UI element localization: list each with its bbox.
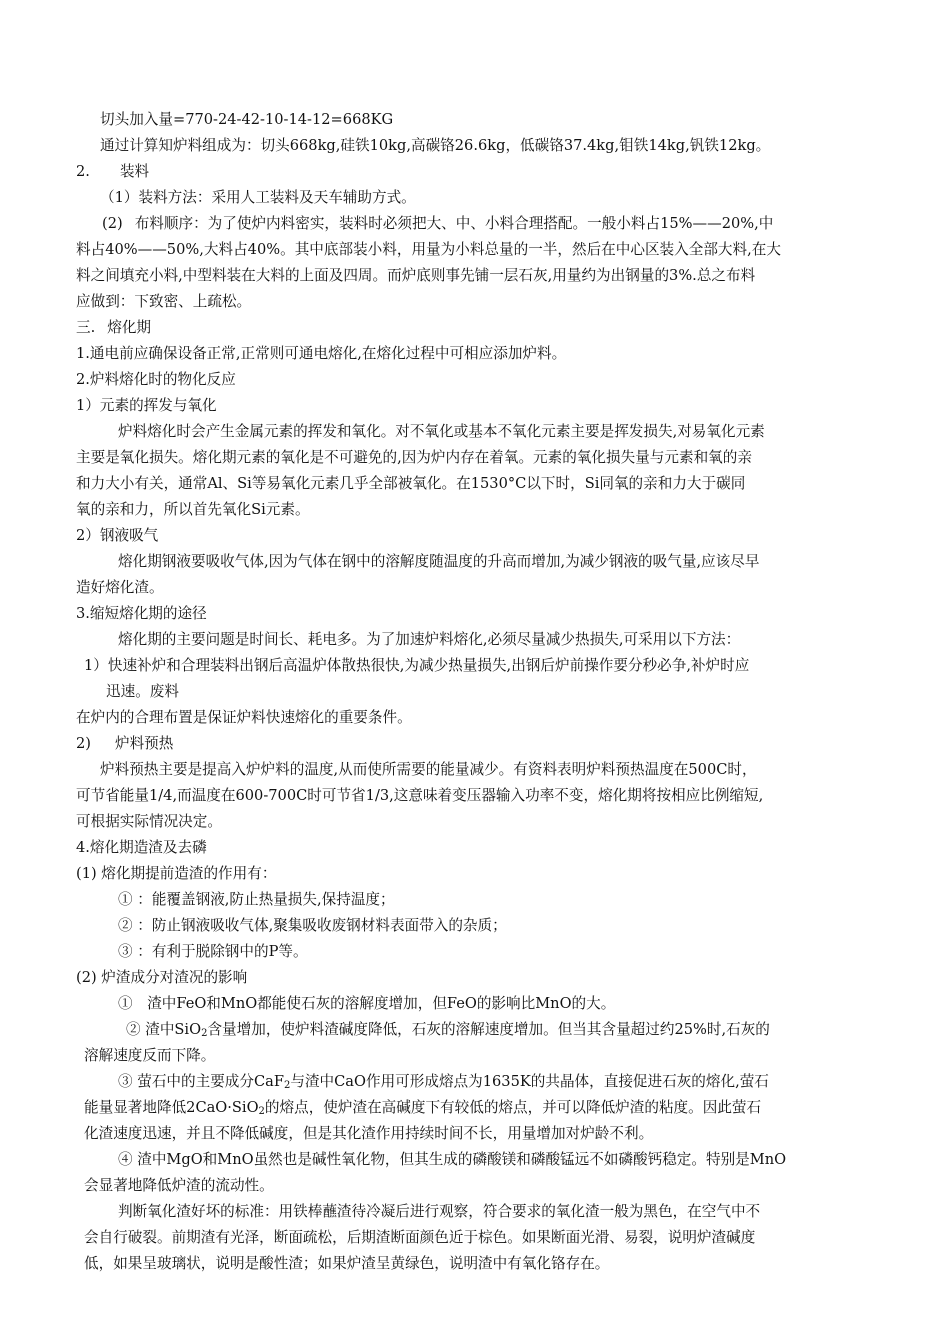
text-part: 的熔点，使炉渣在高碱度下有较低的熔点，并可以降低炉渣的粘度。因此萤石: [264, 1099, 762, 1116]
text-part: 与渣中CaO作用可形成熔点为1635K的共晶体，直接促进石灰的熔化,萤石: [290, 1073, 769, 1090]
section-number: 2.: [76, 163, 90, 180]
subscript: 2: [201, 1028, 208, 1039]
text-line: 化渣速度迅速，并且不降低碱度，但是其化渣作用持续时间不长，用量增加对炉龄不利。: [84, 1125, 654, 1142]
text-part: 含量增加，使炉料渣碱度降低，石灰的溶解速度增加。但当其含量超过约25%时,石灰的: [207, 1021, 770, 1038]
text-line: 和力大小有关，通常Al、Si等易氧化元素几乎全部被氧化。在1530°C以下时，Si同氧的亲和力大于碳同: [76, 475, 746, 492]
text-line: 2）钢液吸气: [76, 527, 159, 544]
section-number: 三.: [76, 319, 96, 336]
item-text: 布料顺序：为了使炉内料密实，装料时必须把大、中、小料合理搭配。一般小料占15%——20%,中: [134, 215, 774, 232]
text-line: 1）快速补炉和合理装料出钢后高温炉体散热很快,为减少热量损失,出钢后炉前操作要分秒必争,补炉时应: [84, 657, 750, 674]
text-line: 熔化期钢液要吸收气体,因为气体在钢中的溶解度随温度的升高而增加,为减少钢液的吸气量,应该尽早: [118, 553, 760, 570]
section-title: 熔化期: [107, 319, 152, 336]
item-text: 炉料预热: [114, 735, 174, 752]
list-item: ① ：能覆盖钢液,防止热量损失,保持温度；: [118, 891, 395, 908]
text-line: 2.炉料熔化时的物化反应: [76, 371, 236, 388]
text-part: ② 渣中SiO: [126, 1021, 202, 1038]
text-line: (2) 炉渣成分对渣况的影响: [76, 969, 248, 986]
text-line: 通过计算知炉料组成为：切头668kg,硅铁10kg,高碳铬26.6kg，低碳铬37.4kg,钼铁14kg,钒铁12kg。: [100, 137, 771, 154]
subscript: 2: [258, 1106, 265, 1117]
list-item: ③ ：有利于脱除钢中的P等。: [118, 943, 308, 960]
text-line: [126, 1018, 770, 1042]
text-line: 在炉内的合理布置是保证炉料快速熔化的重要条件。: [76, 709, 412, 726]
text-line: 炉料预热主要是提高入炉炉料的温度,从而使所需要的能量减少。有资料表明炉料预热温度在500C时，: [100, 761, 757, 778]
text-line: 会显著地降低炉渣的流动性。: [84, 1177, 274, 1194]
text-line: (1) 熔化期提前造渣的作用有：: [76, 865, 277, 882]
text-line: 可节省能量1/4,而温度在600-700C时可节省1/3,这意味着变压器输入功率不变，熔化期将按相应比例缩短,: [76, 787, 764, 804]
item-number: 2): [76, 735, 91, 752]
text-line: 1）元素的挥发与氧化: [76, 397, 217, 414]
subscript: 2: [283, 1080, 291, 1091]
text-line: 1.通电前应确保设备正常,正常则可通电熔化,在熔化过程中可相应添加炉料。: [76, 345, 567, 362]
text-line: 溶解速度反而下降。: [84, 1047, 216, 1064]
text-line: [118, 1070, 769, 1094]
item-number: (2): [102, 215, 123, 232]
text-line: 判断氧化渣好坏的标准：用铁棒蘸渣待冷凝后进行观察，符合要求的氧化渣一般为黑色，在空气中不: [118, 1203, 761, 1220]
text-line: （1）装料方法：采用人工装料及天车辅助方式。: [100, 189, 416, 206]
text-line: 4.熔化期造渣及去磷: [76, 839, 207, 856]
text-line: 可根据实际情况决定。: [76, 813, 222, 830]
text-line: [102, 212, 773, 236]
text-line: 料占40%——50%,大料占40%。其中底部装小料，用量为小料总量的一半，然后在中心区装入全部大料,在大: [76, 241, 781, 258]
text-line: 造好熔化渣。: [76, 579, 164, 596]
text-line: 迅速。废料: [106, 683, 179, 700]
text-line: 应做到：下致密、上疏松。: [76, 293, 252, 310]
section-title: 装料: [119, 163, 150, 180]
text-line: [84, 1096, 761, 1120]
text-line: 3.缩短熔化期的途径: [76, 605, 207, 622]
text-line: 炉料熔化时会产生金属元素的挥发和氧化。对不氧化或基本不氧化元素主要是挥发损失,对易氧化元素: [118, 423, 765, 440]
text-line: [76, 732, 173, 756]
text-line: 会自行破裂。前期渣有光泽，断面疏松，后期渣断面颜色近于棕色。如果断面光滑、易裂，说明炉渣碱度: [84, 1229, 756, 1246]
text-line: 切头加入量=770-24-42-10-14-12=668KG: [100, 111, 394, 128]
text-part: ③ 萤石中的主要成分CaF: [118, 1073, 284, 1090]
text-line: 主要是氧化损失。熔化期元素的氧化是不可避免的,因为炉内存在着氧。元素的氧化损失量与元素和氧的亲: [76, 449, 752, 466]
text-line: 料之间填充小料,中型料装在大料的上面及四周。而炉底则事先铺一层石灰,用量约为出钢量的3%.总之布料: [76, 267, 756, 284]
text-line: 低，如果呈玻璃状，说明是酸性渣；如果炉渣呈黄绿色，说明渣中有氧化铬存在。: [84, 1255, 610, 1272]
text-part: 能量显著地降低2CaO·SiO: [84, 1099, 259, 1116]
text-line: 氧的亲和力，所以首先氧化Si元素。: [76, 501, 310, 518]
text-line: ① 渣中FeO和MnO都能使石灰的溶解度增加，但FeO的影响比MnO的大。: [118, 995, 616, 1012]
section-heading: [76, 160, 149, 184]
text-line: ④ 渣中MgO和MnO虽然也是碱性氧化物，但其生成的磷酸镁和磷酸锰远不如磷酸钙稳定。特别是MnO: [118, 1151, 787, 1168]
list-item: ② ：防止钢液吸收气体,聚集吸收废钢材料表面带入的杂质；: [118, 917, 507, 934]
section-heading: [76, 316, 151, 340]
text-line: 熔化期的主要问题是时间长、耗电多。为了加速炉料熔化,必须尽量减少热损失,可采用以下方法：: [118, 631, 741, 648]
